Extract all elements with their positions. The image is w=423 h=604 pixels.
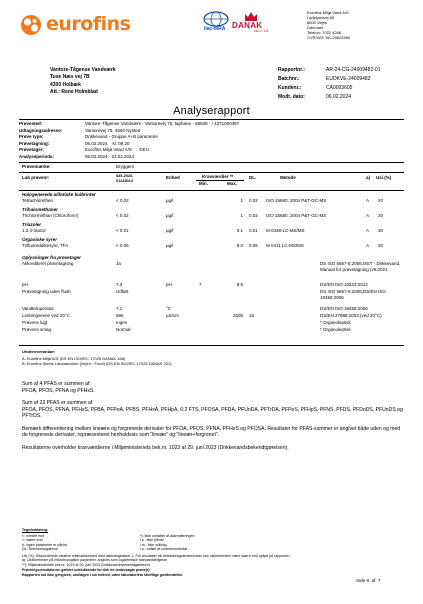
cell-dl: 0.02: [249, 198, 258, 203]
section-title: Halogenerede alifatiske kulbrinter: [22, 192, 96, 197]
cell-param: Prøvetagning uden flush: [22, 289, 71, 294]
cell-min: 7: [199, 282, 202, 287]
cell-unc: 20: [378, 198, 384, 203]
cell-param: Trifluoreddikesyre, TFA: [22, 243, 69, 248]
results-bottom-divider: [19, 345, 404, 346]
meta-value: CA0003605: [326, 85, 353, 91]
info-value: 06.02.2024 kl. 09.20: [85, 140, 130, 146]
cell-method: M 0411 LC-MS/MS: [266, 243, 304, 248]
cell-method: * Organoleptisk: [320, 327, 351, 332]
cell-result: 890: [116, 313, 124, 318]
cell-unc: 30: [378, 243, 384, 248]
note-paragraph: Bemærk differentiering mellem lineære og forgrenede derivater for PFOA, PFOS, PFNA, PFHxS og PFOSA. Resultater for PFAS-summer er angivet både uden og med de forgrenede derivater, repræsenteret henholdsvis som "lineær" og "lineær+forgrenet".: [22, 425, 401, 438]
cell-method: DS/EN 27888:2003 (ved 20°C): [320, 313, 382, 318]
section-title: Trihalomethaner: [22, 207, 58, 212]
address-line: Ladelundvej 85: [307, 15, 335, 20]
cell-param: Trichlormethan (Chloroform): [22, 213, 79, 218]
table-row: [0, 289, 423, 300]
section-title: Organiske syrer: [22, 237, 57, 242]
cell-result: < 0.02: [116, 213, 129, 218]
info-value: Vantorevej 75, 4660 Nysted: [85, 127, 141, 133]
legend-item: <: mindre end: [22, 533, 45, 538]
danak-label: DANAK: [232, 21, 263, 30]
cell-method: DS/EN ISO 19458:2006: [320, 306, 368, 311]
section-title: Triazoler: [22, 222, 42, 227]
header-unit: Enhed: [166, 175, 180, 180]
cell-unit: µg/l: [166, 243, 174, 248]
cell-acc: A: [366, 198, 370, 203]
cell-method: DS ISO 5667-5:2006,DS/EN ISO 19458:2006: [320, 289, 386, 300]
info-value: 06.02.2024 - 23.02.2024: [85, 153, 135, 159]
proevemaerke-label: Prøvemærke:: [22, 164, 51, 169]
cell-max: 8.5: [236, 282, 243, 287]
cell-max: 9.0: [236, 243, 243, 248]
cell-param: Prøvens lugt: [22, 320, 48, 325]
cell-acc: A: [366, 228, 370, 233]
cell-method: ISO 15680: 2004 P&T-GC-MS: [266, 213, 327, 218]
legend-note: Usi (%): Disponderede relative måleusikkerhed med dækningsfaktor 2. For resultater på detektionsgrænseniveau kan usikkerheden være større end oplyst på rapporten.: [22, 553, 291, 558]
info-label: Prøvetagning:: [19, 140, 50, 146]
info-label: Prøvested:: [19, 121, 43, 126]
table-top-divider: [19, 172, 404, 173]
cell-param: 1,2,4-triazol: [22, 228, 46, 233]
notes-paragraphs: [22, 381, 404, 451]
info-label: Prøvetager:: [19, 147, 45, 153]
cell-result: < 0.02: [116, 198, 129, 203]
legend-item: i.m.: ikke målelig: [140, 542, 167, 547]
cell-dl: 0.02: [249, 213, 258, 218]
note-paragraph: Sum af 4 PFAS er summen af: PFOA, PFOS, PFNA og PFHxS.: [22, 381, 95, 394]
recipient-line: 4300 Holbæk: [50, 81, 81, 88]
table-row: [0, 261, 423, 278]
danak-logo: [232, 10, 274, 34]
info-label: Udtagningsadresse:: [19, 127, 63, 133]
cell-dl: 15: [249, 313, 255, 318]
ilac-logo: [202, 10, 230, 32]
address-line: Telefon: 7022 4266: [307, 30, 342, 35]
address-line: 6600 Vejen: [307, 20, 328, 25]
legend-title: Tegnforklaring:: [22, 528, 49, 532]
legend-item: i.p.: ikke påvist: [140, 538, 164, 543]
table-header-divider: [19, 190, 404, 191]
meta-label: Modt. dato:: [278, 94, 305, 100]
cell-method: M.0338-LC-MS/MS: [266, 228, 305, 233]
cell-result: Ingen: [116, 320, 128, 325]
cell-unit: °C: [166, 306, 172, 311]
meta-value: AR-24-CG-24009482-01: [326, 67, 381, 73]
cell-result: Udført: [116, 289, 129, 294]
cell-method: * Organoleptisk: [320, 320, 351, 325]
cell-param: Ledningsevne ved 20°C: [22, 313, 70, 318]
cell-dl: 0.05: [249, 243, 258, 248]
header-method: Metode: [280, 175, 296, 180]
cell-result: Ja: [116, 261, 121, 266]
eurofins-logo: [19, 13, 129, 37]
eurofins-mark-icon: [19, 13, 43, 37]
address-line: CVR/VAT: DK-29822560: [307, 35, 351, 40]
table-row: [0, 228, 423, 235]
cell-max: 0.1: [236, 228, 243, 233]
info-value: Vantore-Tågense Vandværk - Vantorevej 75, taphane - 55848 - / 4371000497: [85, 121, 240, 126]
header-sample-no: 835-2023-01233013: [116, 174, 134, 183]
meta-label: Rapportnr.:: [278, 67, 305, 73]
cell-param: Vandtemperatur: [22, 306, 54, 311]
legend: [22, 528, 404, 578]
danak-reg: REG.nr. 168: [254, 30, 269, 33]
sample-info: [19, 121, 409, 161]
cell-acc: A: [366, 243, 370, 248]
meta-value: EUDKVE-24009482: [326, 76, 371, 82]
legend-item: #: ingen parametre er påvist: [22, 542, 67, 547]
header-unc: Usi (%): [376, 175, 392, 180]
recipient-line: Tuse Næs vej 7B: [50, 74, 90, 81]
legend-item: DL: Detektionsgrænse: [22, 547, 58, 552]
cell-param: pH: [22, 282, 28, 287]
underleverandor-line: B: Eurofins Steins Laboratorium (Vejen - Food) (DS EN ISO/IEC 17025 DANAK 222): [22, 361, 172, 366]
underleverandor-line: A: Eurofins Miljø A/S (DS EN ISO/IEC 17025 DANAK 168): [22, 356, 126, 361]
cell-unit: µg/l: [166, 213, 174, 218]
cell-max: 1: [240, 213, 243, 218]
cell-result: < 0.05: [116, 243, 129, 248]
header-acc: a): [366, 175, 371, 180]
cell-dl: 0.01: [249, 228, 258, 233]
table-row: [0, 306, 423, 313]
legend-footer: Rapporten må ikke gengives, undtagen i sin helhed, uden laboratoriets skriftlige godkendelse.: [22, 572, 183, 577]
info-label: Analyseperiode:: [19, 153, 55, 159]
legend-item: >: større end: [22, 538, 43, 543]
table-row: [0, 213, 423, 220]
info-label: Prøve type:: [19, 134, 44, 140]
minmax-divider: [196, 180, 244, 181]
cell-unit: µg/l: [166, 198, 174, 203]
info-value: Drikkevand - Gruppe A+B parametre: [85, 134, 158, 140]
company-address: [307, 10, 417, 40]
table-row: [0, 282, 423, 289]
underleverandor-block: [22, 349, 402, 366]
oplysninger-table-cont: [0, 306, 423, 340]
recipient-block: [50, 67, 116, 97]
cell-unit: µS/cm: [166, 313, 179, 318]
cell-acc: A: [366, 213, 370, 218]
cell-max: 2500: [232, 313, 243, 318]
table-header: [0, 174, 423, 190]
cell-result: < 0.01: [116, 228, 129, 233]
meta-label: Kundenr.:: [278, 85, 302, 91]
legend-item: i.u.: udført af underleverandør: [140, 547, 188, 552]
recipient-line: Vantore-Tågense Vandværk: [50, 67, 116, 73]
header-krav: Kravværdier **: [202, 174, 234, 179]
report-meta: [278, 67, 408, 103]
page-number: Side 6 af 7: [356, 578, 381, 583]
note-paragraph: Resultaterne overholder kravværdierne i Miljøministeriets bek.nr. 1023 af 29. juni 2023 (Drikkevandsbekendtgørelsen).: [22, 444, 289, 451]
cell-method: DS ISO 5667-5:2006,MST - Drikkevand, Manual for prøvetagning (v5.2021: [320, 261, 401, 272]
table-row: [0, 320, 423, 327]
table-row: [0, 198, 423, 205]
note-paragraph: Sum af 22 PFAS er summen af: PFOA, PFOS, PFNA, PFHxS, PFBA, PFPeA, PFBS, PFHxA, PFHpA, 6:2 FTS, PFOSA, PFDA, PFUnDA, PFTrDA, PFPeS, PFHpS, PFNS, PFDS, PFDoDS, PFUnDS og PFTrDS.: [22, 400, 403, 419]
cell-max: 1: [240, 198, 243, 203]
recipient-line: Att.: Rene Holmblad: [50, 89, 98, 96]
cell-param: Akkrediteret prøvetagning: [22, 261, 74, 266]
underleverandor-title: Underleverandør:: [22, 349, 56, 354]
legend-note: a): Usikkerheder på mikrobiologiske parametre angives som logaritmiske standardafvigelse: [22, 558, 168, 563]
title-divider: [19, 119, 404, 120]
cell-unit: µg/l: [166, 228, 174, 233]
header-max: Max.: [227, 181, 238, 186]
proevemaerke: [22, 164, 402, 171]
ilac-label: ilac-MRA: [204, 26, 226, 32]
address-line: Eurofins Miljø Vand A/S: [307, 10, 349, 15]
cell-method: DS/EN ISO 10523:2012: [320, 282, 368, 287]
meta-label: Batchnr.:: [278, 76, 300, 82]
section-title: Oplysninger fra prøvetager: [22, 255, 81, 260]
cell-result: 7.3: [116, 282, 123, 287]
proevemaerke-value: Bryggers: [116, 164, 135, 169]
table-row: [0, 327, 423, 334]
cell-method: ISO 15680: 2004 P&T-GC-MS: [266, 198, 327, 203]
header-min: Min.: [199, 181, 208, 186]
info-divider: [19, 162, 404, 163]
cell-unit: pH: [166, 282, 172, 287]
header-lab: Lab prøvenr:: [22, 175, 50, 180]
legend-note: **): Miljøministeriets bek.nr. 1023 af 29. juni 2023 (Drikkevandsbekendtgørelsen).: [22, 562, 152, 567]
table-row: [0, 243, 423, 250]
table-row: [0, 313, 423, 320]
header-dl: DL.: [249, 175, 257, 180]
cell-param: Prøvens smag: [22, 327, 52, 332]
cell-result: 7.1: [116, 306, 123, 311]
brand-name: eurofins: [46, 13, 131, 35]
address-line: Danmark: [307, 25, 324, 30]
meta-value: 06.02.2024: [326, 94, 352, 100]
cell-param: Tetrachlorethen: [22, 198, 54, 203]
legend-footer: Prøvningsresultaterne gælder udelukkende for det/ de undersøgte prøve(r).: [22, 568, 151, 573]
info-value: Eurofins Miljø Vand A/S DKU: [85, 147, 149, 153]
cell-result: Normal: [116, 327, 131, 332]
page-title: Analyserapport: [173, 105, 250, 117]
cell-unc: 30: [378, 228, 384, 233]
cell-unc: 20: [378, 213, 384, 218]
legend-item: *): ikke omfattet af akkrediteringen: [140, 533, 195, 538]
